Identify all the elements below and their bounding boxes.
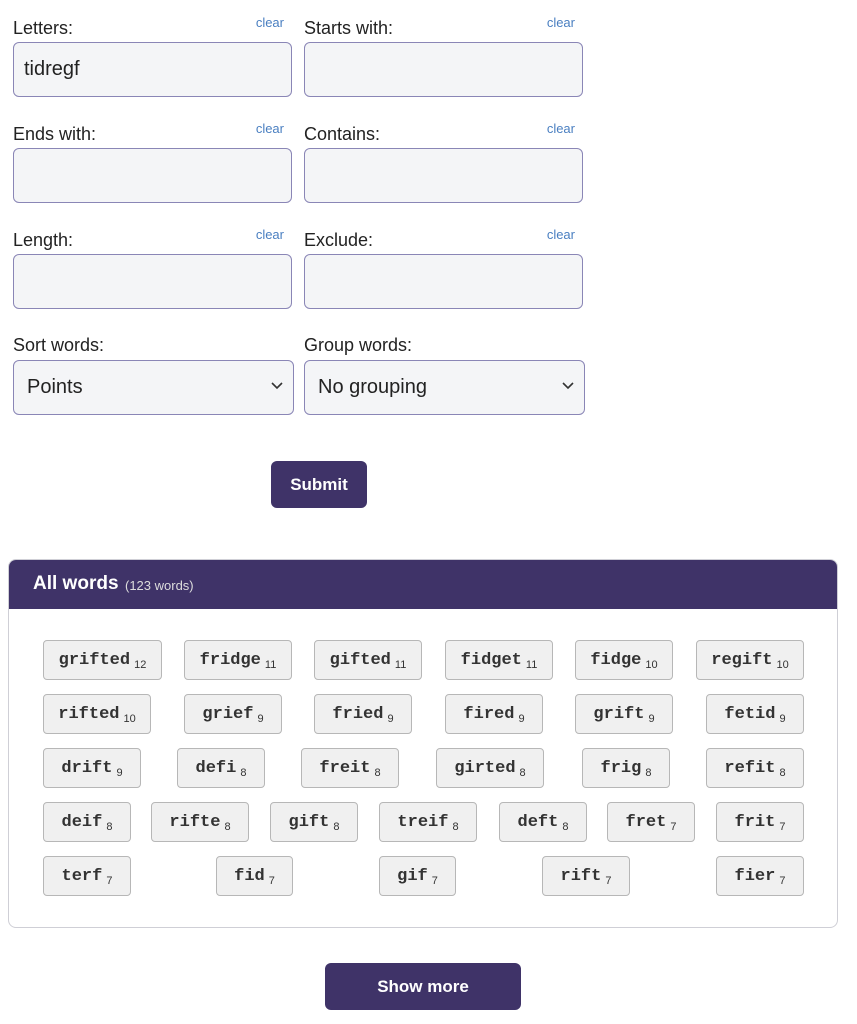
word-points: 7 xyxy=(779,875,786,887)
word-points: 9 xyxy=(518,713,525,725)
contains-input[interactable] xyxy=(304,148,583,203)
ends-with-clear-link[interactable]: clear xyxy=(255,121,284,136)
group-words-value: No grouping xyxy=(318,376,427,398)
word-tile[interactable] xyxy=(706,694,804,734)
word-text: treif xyxy=(397,812,449,832)
word-text: grift xyxy=(593,704,645,724)
word-text: deft xyxy=(517,812,559,832)
word-points: 10 xyxy=(123,713,136,725)
word-tile[interactable] xyxy=(216,856,293,896)
word-points: 11 xyxy=(264,659,277,671)
starts-with-input[interactable] xyxy=(304,42,583,97)
word-points: 8 xyxy=(645,767,652,779)
length-clear-link[interactable]: clear xyxy=(255,227,284,242)
word-points: 9 xyxy=(387,713,394,725)
word-tile[interactable] xyxy=(716,856,804,896)
word-text: refit xyxy=(724,758,776,778)
results-panel xyxy=(8,559,838,928)
word-tile[interactable] xyxy=(607,802,695,842)
word-text: fidge xyxy=(590,650,642,670)
word-points: 12 xyxy=(134,659,147,671)
word-points: 9 xyxy=(648,713,655,725)
word-points: 10 xyxy=(776,659,789,671)
word-tile[interactable] xyxy=(575,640,673,680)
sort-words-value: Points xyxy=(27,376,83,398)
word-tile[interactable] xyxy=(542,856,630,896)
word-text: deif xyxy=(61,812,103,832)
word-text: rift xyxy=(560,866,602,886)
word-points: 8 xyxy=(452,821,459,833)
word-points: 8 xyxy=(333,821,340,833)
chevron-down-icon xyxy=(562,378,574,394)
word-tile[interactable] xyxy=(445,640,553,680)
sort-words-label: Sort words: xyxy=(13,335,105,355)
word-text: freit xyxy=(319,758,371,778)
sort-words-select[interactable] xyxy=(13,360,294,415)
results-count: (123 words) xyxy=(125,578,194,593)
word-tile[interactable] xyxy=(582,748,670,788)
word-points: 8 xyxy=(224,821,231,833)
word-points: 7 xyxy=(779,821,786,833)
word-text: terf xyxy=(61,866,103,886)
length-label: Length: xyxy=(13,230,74,250)
word-text: gif xyxy=(397,866,428,886)
word-text: gifted xyxy=(329,650,391,670)
word-tile[interactable] xyxy=(379,802,477,842)
word-text: girted xyxy=(454,758,516,778)
results-title: All words xyxy=(33,573,119,594)
word-points: 9 xyxy=(116,767,123,779)
word-points: 9 xyxy=(257,713,264,725)
word-text: fidget xyxy=(460,650,522,670)
word-text: gift xyxy=(288,812,330,832)
word-points: 7 xyxy=(605,875,612,887)
show-more-button[interactable]: Show more xyxy=(325,963,521,1010)
word-tile[interactable] xyxy=(43,640,162,680)
starts-with-clear-link[interactable]: clear xyxy=(546,15,575,30)
word-text: rifte xyxy=(169,812,221,832)
ends-with-input[interactable] xyxy=(13,148,292,203)
word-text: frig xyxy=(600,758,642,778)
word-tile[interactable] xyxy=(716,802,804,842)
word-tile[interactable] xyxy=(314,640,422,680)
word-text: fid xyxy=(234,866,265,886)
group-words-select[interactable] xyxy=(304,360,585,415)
word-tile[interactable] xyxy=(575,694,673,734)
word-tile[interactable] xyxy=(696,640,804,680)
group-words-label: Group words: xyxy=(304,335,413,355)
word-points: 8 xyxy=(240,767,247,779)
word-text: fired xyxy=(463,704,515,724)
word-tile[interactable] xyxy=(499,802,587,842)
word-tile[interactable] xyxy=(184,694,282,734)
word-tile[interactable] xyxy=(43,802,131,842)
word-text: fried xyxy=(332,704,384,724)
ends-with-label: Ends with: xyxy=(13,124,97,144)
word-points: 7 xyxy=(106,875,113,887)
word-text: fier xyxy=(734,866,776,886)
word-points: 7 xyxy=(268,875,275,887)
length-input[interactable] xyxy=(13,254,292,309)
word-text: fetid xyxy=(724,704,776,724)
word-text: fridge xyxy=(199,650,261,670)
word-text: defi xyxy=(195,758,237,778)
exclude-input[interactable] xyxy=(304,254,583,309)
word-points: 7 xyxy=(431,875,438,887)
letters-label: Letters: xyxy=(13,18,74,38)
word-points: 11 xyxy=(525,659,538,671)
word-tile[interactable] xyxy=(151,802,249,842)
word-points: 11 xyxy=(394,659,407,671)
word-points: 9 xyxy=(779,713,786,725)
word-tile[interactable] xyxy=(177,748,265,788)
letters-clear-link[interactable]: clear xyxy=(255,15,284,30)
word-tile[interactable] xyxy=(445,694,543,734)
word-tile[interactable] xyxy=(43,694,151,734)
chevron-down-icon xyxy=(271,378,283,394)
contains-clear-link[interactable]: clear xyxy=(546,121,575,136)
word-text: drift xyxy=(61,758,113,778)
word-points: 8 xyxy=(106,821,113,833)
word-points: 8 xyxy=(562,821,569,833)
contains-label: Contains: xyxy=(304,124,381,144)
word-points: 7 xyxy=(670,821,677,833)
word-points: 10 xyxy=(645,659,658,671)
exclude-clear-link[interactable]: clear xyxy=(546,227,575,242)
letters-input[interactable] xyxy=(13,42,292,97)
starts-with-label: Starts with: xyxy=(304,18,394,38)
word-text: rifted xyxy=(58,704,120,724)
word-tile[interactable] xyxy=(270,802,358,842)
word-text: fret xyxy=(625,812,667,832)
word-tile[interactable] xyxy=(706,748,804,788)
word-tile[interactable] xyxy=(43,856,131,896)
word-text: frit xyxy=(734,812,776,832)
results-header xyxy=(9,560,837,609)
word-text: grief xyxy=(202,704,254,724)
word-points: 8 xyxy=(519,767,526,779)
word-points: 8 xyxy=(779,767,786,779)
exclude-label: Exclude: xyxy=(304,230,374,250)
word-tile[interactable] xyxy=(301,748,399,788)
word-tile[interactable] xyxy=(184,640,292,680)
word-tile[interactable] xyxy=(43,748,141,788)
word-text: grifted xyxy=(58,650,131,670)
submit-button[interactable]: Submit xyxy=(271,461,367,508)
word-tile[interactable] xyxy=(436,748,544,788)
word-points: 8 xyxy=(374,767,381,779)
word-tile[interactable] xyxy=(314,694,412,734)
word-text: regift xyxy=(711,650,773,670)
word-tile[interactable] xyxy=(379,856,456,896)
